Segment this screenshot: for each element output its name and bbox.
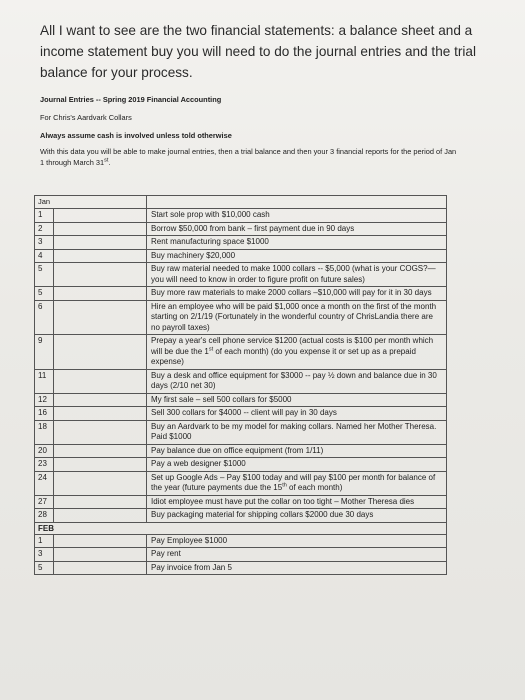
blank-cell [54,445,147,458]
entry-row-jan-13 [35,445,446,459]
blank-cell [54,458,147,471]
blank-cell [54,394,147,407]
entry-day: 5 [35,263,54,286]
entry-day: 20 [35,445,54,458]
entry-description: Rent manufacturing space $1000 [151,237,269,246]
blank-cell [54,236,147,249]
blank-cell [54,562,147,575]
entry-row-jan-1 [35,209,446,223]
entry-row-jan-14 [35,458,446,472]
entry-day: 23 [35,458,54,471]
table-header-row [35,196,446,209]
entry-day: 5 [35,287,54,300]
entry-row-jan-16 [35,496,446,510]
feb-rows [35,535,446,576]
entry-row-feb-1 [35,535,446,549]
entry-row-jan-3 [35,236,446,250]
entry-row-jan-2 [35,223,446,237]
entry-day: 1 [35,209,54,222]
entry-description: My first sale – sell 500 collars for $5000 [151,394,292,404]
entry-row-jan-6 [35,287,446,301]
entry-row-feb-2 [35,548,446,562]
entry-description: Buy raw material needed to make 1000 collars -- $5,000 (what is your COGS?—you will need to know in order to figure profit on future sales) [151,264,436,284]
entry-row-jan-4 [35,250,446,264]
jan-rows [35,209,446,523]
blank-cell [54,407,147,420]
entry-description: Buy packaging material for shipping collars $2000 due 30 days [151,510,374,519]
entry-description: Pay balance due on office equipment (from 1/11) [151,445,324,455]
entry-day: 18 [35,421,54,444]
entry-description: Set up Google Ads – Pay $100 today and will pay $100 per month for balance of the year (future payments due the 15th of each month) [151,472,436,492]
entry-day: 5 [35,562,54,575]
entry-description: Buy more raw materials to make 2000 collars –$10,000 will pay for it in 30 days [151,288,432,297]
company-line: For Chris's Aardvark Collars [40,113,132,122]
entry-description: Buy an Aardvark to be my model for making collars. Named her Mother Theresa. Paid $1000 [151,421,437,441]
blank-cell [54,301,147,335]
entry-day: 6 [35,301,54,335]
blank-cell [54,496,147,509]
entry-description: Buy machinery $20,000 [151,250,236,260]
instructions-text: With this data you will be able to make journal entries, then a trial balance and then your 3 financial reports for the period of Jan 1 through March 31st. [40,147,457,167]
blank-cell [54,209,147,222]
blank-cell [54,535,147,548]
entry-description: Prepay a year's cell phone service $1200 (actual costs is $100 per month which will be due the 1st of each month) (do you expense it or set up as a prepaid expense) [151,336,434,366]
entry-description: Pay Employee $1000 [151,535,228,545]
entry-description: Pay rent [151,549,181,558]
entry-description: Pay a web designer $1000 [151,459,246,468]
entry-day: 4 [35,250,54,263]
journal-title: Journal Entries -- Spring 2019 Financial Accounting [40,95,222,104]
entry-row-jan-5 [35,263,446,287]
entry-day: 27 [35,496,54,509]
journal-table [34,195,447,575]
entry-row-jan-8 [35,335,446,370]
entry-day: 28 [35,509,54,522]
entry-day: 3 [35,236,54,249]
entry-description: Borrow $50,000 from bank – first payment due in 90 days [151,223,355,233]
blank-cell [54,250,147,263]
blank-cell [54,421,147,444]
entry-row-jan-17 [35,509,446,523]
blank-cell [54,509,147,522]
assumption-note: Always assume cash is involved unless told otherwise [40,131,232,140]
entry-row-jan-15 [35,472,446,496]
entry-description: Hire an employee who will be paid $1,000 once a month on the first of the month starting on 2/1/19 (Fortunately in the wonderful country of ChrisLandia there are no payroll taxes) [151,301,437,332]
blank-cell [54,263,147,286]
entry-day: 16 [35,407,54,420]
blank-cell [54,370,147,393]
month-label-jan: Jan [38,197,51,206]
blank-cell [54,548,147,561]
entry-row-jan-12 [35,421,446,445]
entry-day: 1 [35,535,54,548]
blank-cell [54,335,147,369]
entry-description: Start sole prop with $10,000 cash [151,210,270,219]
entry-day: 9 [35,335,54,369]
blank-cell [54,472,147,495]
entry-day: 2 [35,223,54,236]
entry-row-jan-7 [35,301,446,336]
blank-cell [54,223,147,236]
entry-day: 11 [35,370,54,393]
feb-header-row [35,523,446,535]
entry-row-jan-10 [35,394,446,408]
blank-cell [54,287,147,300]
entry-row-feb-3 [35,562,446,576]
entry-description: Buy a desk and office equipment for $3000 -- pay ½ down and balance due in 30 days (2/10 net 30) [151,370,437,390]
entry-day: 12 [35,394,54,407]
entry-description: Idiot employee must have put the collar on too tight – Mother Theresa dies [151,496,415,506]
entry-row-jan-9 [35,370,446,394]
month-label-feb: FEB [38,523,54,533]
entry-day: 3 [35,548,54,561]
entry-description: Pay invoice from Jan 5 [151,562,232,572]
question-text: All I want to see are the two financial statements: a balance sheet and a income statement buy you will need to do the journal entries and the trial balance for your process. [40,23,477,80]
entry-description: Sell 300 collars for $4000 -- client will pay in 30 days [151,408,337,417]
entry-row-jan-11 [35,407,446,421]
entry-day: 24 [35,472,54,495]
